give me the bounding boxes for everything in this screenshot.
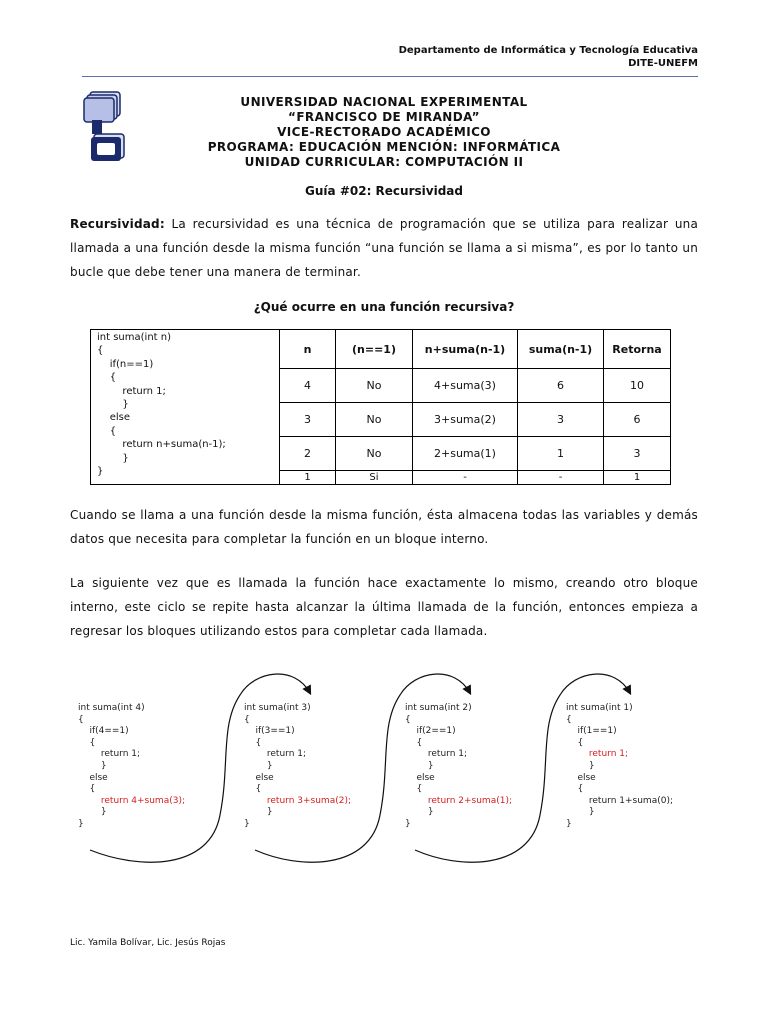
paragraph-3: La siguiente vez que es llamada la función hace exactamente lo mismo, creando otro bloque interno, este ciclo se repite hasta alcanzar la última llamada de la función, entonces empieza a regresar los bloques utilizando estos para completar cada llamada.: [70, 576, 698, 638]
table-header: suma(n-1): [518, 330, 604, 369]
table-cell: No: [336, 403, 413, 437]
table-cell: 3+suma(2): [413, 403, 518, 437]
header-department: Departamento de Informática y Tecnología Educativa: [398, 45, 698, 56]
table-header: n: [280, 330, 336, 369]
table-cell: 6: [604, 403, 671, 437]
header-divider: [82, 76, 698, 77]
title-line-5: UNIDAD CURRICULAR: COMPUTACIÓN II: [244, 155, 524, 169]
title-line-1: UNIVERSIDAD NACIONAL EXPERIMENTAL: [240, 95, 528, 109]
table-cell: 3: [604, 437, 671, 471]
title-line-3: VICE-RECTORADO ACADÉMICO: [277, 125, 491, 139]
table-code: int suma(int n) { if(n==1) { return 1; } else { return n+suma(n-1); } }: [97, 332, 226, 478]
snippet-return-2: return 2+suma(1);: [405, 795, 512, 806]
table-cell: 4+suma(3): [413, 369, 518, 403]
definition-paragraph: [70, 212, 698, 284]
table-cell: No: [336, 369, 413, 403]
table-cell: 3: [518, 403, 604, 437]
table-cell: 10: [604, 369, 671, 403]
snippet-call-3: int suma(int 3) { if(3==1) { return 1; } else { return 3+suma(2); } }: [244, 703, 351, 829]
table-cell: 6: [518, 369, 604, 403]
paragraph-2: Cuando se llama a una función desde la misma función, ésta almacena todas las variables y demás datos que necesita para completar la función en un bloque interno.: [70, 508, 698, 546]
snippet-return-1: return 1;: [566, 749, 629, 760]
snippet-call-1: int suma(int 1) { if(1==1) { return 1; } else { return 1+suma(0); } }: [566, 703, 673, 829]
table-cell: 4: [280, 369, 336, 403]
table-cell: 2: [280, 437, 336, 471]
definition-term: Recursividad:: [70, 217, 165, 231]
table-cell: 1: [280, 471, 336, 485]
table-code-cell: [91, 330, 280, 485]
snippet-return-3: return 3+suma(2);: [244, 795, 351, 806]
definition-text: La recursividad es una técnica de programación que se utiliza para realizar una llamada a una función desde la misma función “una función se llama a si misma”, es por lo tanto un bucle que debe tener una manera de terminar.: [70, 217, 698, 279]
guide-title: Guía #02: Recursividad: [305, 184, 463, 198]
table-header: n+suma(n-1): [413, 330, 518, 369]
snippet-return-4: return 4+suma(3);: [78, 795, 185, 806]
table-cell: 3: [280, 403, 336, 437]
table-cell: -: [518, 471, 604, 485]
table-cell: 2+suma(1): [413, 437, 518, 471]
table-cell: -: [413, 471, 518, 485]
table-cell: 1: [604, 471, 671, 485]
question-heading: ¿Qué ocurre en una función recursiva?: [253, 300, 515, 314]
table-header: (n==1): [336, 330, 413, 369]
snippet-call-2: int suma(int 2) { if(2==1) { return 1; } else { return 2+suma(1); } }: [405, 703, 512, 829]
title-line-4: PROGRAMA: EDUCACIÓN MENCIÓN: INFORMÁTICA: [207, 140, 561, 154]
header-unit: DITE-UNEFM: [628, 58, 698, 69]
table-cell: No: [336, 437, 413, 471]
title-line-2: “FRANCISCO DE MIRANDA”: [288, 110, 480, 124]
table-header: Retorna: [604, 330, 671, 369]
table-cell: 1: [518, 437, 604, 471]
recursion-table: [90, 329, 671, 485]
snippet-call-4: int suma(int 4) { if(4==1) { return 1; } else { return 4+suma(3); } }: [78, 703, 185, 829]
footer-authors: Lic. Yamila Bolívar, Lic. Jesús Rojas: [70, 938, 226, 948]
table-cell: Si: [336, 471, 413, 485]
